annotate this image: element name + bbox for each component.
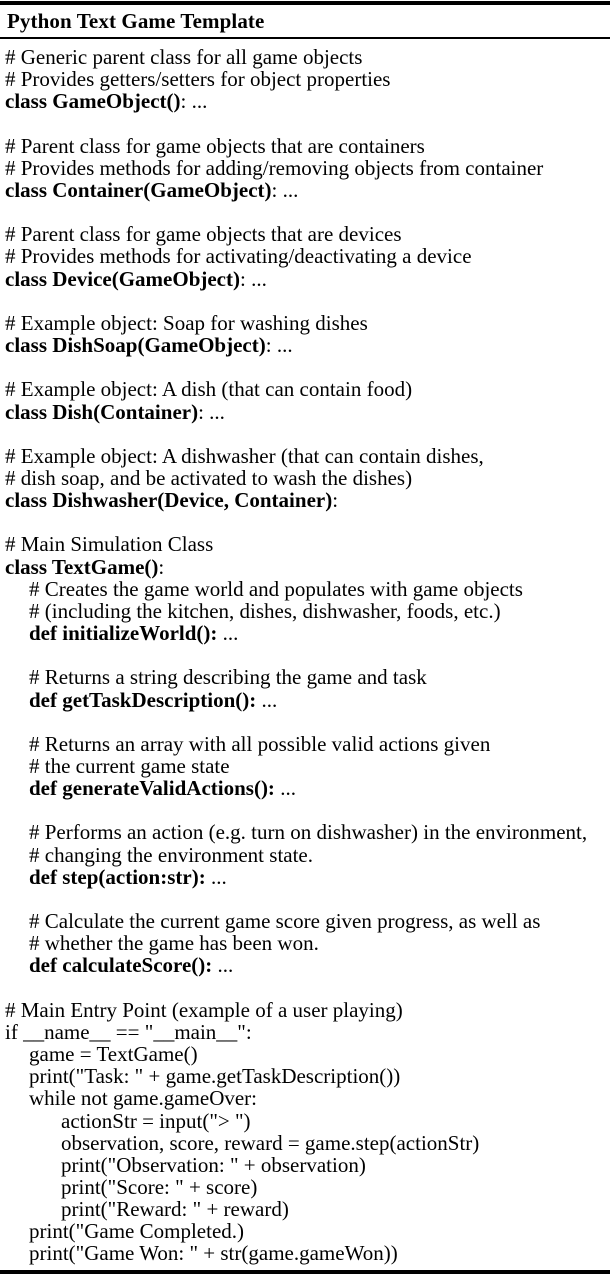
code-text: # (including the kitchen, dishes, dishwasher, foods, etc.) — [29, 598, 501, 623]
code-text: game = TextGame() — [29, 1042, 198, 1067]
code-line — [0, 844, 610, 866]
code-line — [0, 821, 610, 843]
code-text: # Creates the game world and populates with game objects — [29, 576, 523, 601]
code-line — [0, 46, 610, 68]
code-text: print("Score: " + score) — [61, 1174, 258, 1199]
code-line — [0, 755, 610, 777]
code-line — [0, 90, 610, 112]
code-line — [0, 866, 610, 888]
code-line — [0, 223, 610, 245]
code-text: # whether the game has been won. — [29, 931, 319, 956]
code-text: # Provides getters/setters for object properties — [5, 67, 391, 92]
code-line — [0, 533, 610, 555]
code-declaration: class Dishwasher(Device, Container) — [5, 488, 333, 513]
code-declaration: class Dish(Container) — [5, 399, 199, 424]
code-line — [0, 622, 610, 644]
code-text: print("Task: " + game.getTaskDescription()) — [29, 1064, 401, 1089]
code-listing — [0, 39, 610, 1265]
code-line — [0, 1154, 610, 1176]
code-text: # the current game state — [29, 754, 230, 778]
bottom-rule — [0, 1270, 610, 1274]
code-text: # Generic parent class for all game objects — [5, 45, 363, 69]
code-text: : — [158, 554, 165, 579]
code-line — [0, 556, 610, 578]
code-line — [0, 445, 610, 467]
code-line — [0, 600, 610, 622]
code-text: # Example object: A dishwasher (that can contain dishes, — [5, 443, 484, 468]
code-text: : ... — [198, 399, 225, 424]
code-text: # Performs an action (e.g. turn on dishwasher) in the environment, — [29, 820, 588, 845]
code-text: # Main Simulation Class — [5, 532, 214, 557]
code-line — [0, 334, 610, 356]
code-text: # dish soap, and be activated to wash the dishes) — [5, 465, 413, 490]
code-line — [0, 777, 610, 799]
code-line — [0, 1242, 610, 1264]
code-text: # Example object: A dish (that can contain food) — [5, 377, 413, 402]
code-blank-line — [0, 644, 610, 666]
code-declaration: class DishSoap(GameObject) — [5, 333, 266, 358]
code-blank-line — [0, 977, 610, 999]
code-line — [0, 312, 610, 334]
code-line — [0, 1110, 610, 1132]
code-text: : — [332, 488, 339, 513]
code-declaration: def calculateScore(): — [29, 953, 213, 978]
code-declaration: def getTaskDescription(): — [29, 687, 257, 712]
code-line — [0, 999, 610, 1021]
code-blank-line — [0, 356, 610, 378]
code-line — [0, 689, 610, 711]
code-declaration: def step(action:str): — [29, 864, 206, 889]
code-text: ... — [205, 864, 227, 889]
code-line — [0, 578, 610, 600]
code-line — [0, 245, 610, 267]
code-blank-line — [0, 511, 610, 533]
code-line — [0, 179, 610, 201]
code-line — [0, 135, 610, 157]
code-line — [0, 733, 610, 755]
code-line — [0, 1065, 610, 1087]
code-blank-line — [0, 423, 610, 445]
code-blank-line — [0, 711, 610, 733]
code-line — [0, 467, 610, 489]
code-line — [0, 1021, 610, 1043]
code-text: # Parent class for game objects that are devices — [5, 222, 402, 247]
code-line — [0, 489, 610, 511]
code-declaration: def generateValidActions(): — [29, 776, 275, 801]
code-text: # Main Entry Point (example of a user playing) — [5, 997, 403, 1022]
code-text: ... — [274, 776, 296, 801]
code-text: # Provides methods for adding/removing objects from container — [5, 155, 544, 180]
code-line — [0, 1132, 610, 1154]
code-text: # changing the environment state. — [29, 842, 314, 867]
code-text: # Calculate the current game score given progress, as well as — [29, 909, 541, 934]
code-declaration: def initializeWorld(): — [29, 621, 218, 646]
code-text: # Returns an array with all possible valid actions given — [29, 731, 491, 756]
code-line — [0, 1198, 610, 1220]
code-text: # Example object: Soap for washing dishes — [5, 310, 368, 335]
code-blank-line — [0, 290, 610, 312]
code-text: print("Game Completed.) — [29, 1219, 245, 1244]
code-line — [0, 401, 610, 423]
code-text: # Parent class for game objects that are containers — [5, 133, 425, 158]
code-blank-line — [0, 888, 610, 910]
figure-title: Python Text Game Template — [7, 8, 265, 33]
code-line — [0, 1176, 610, 1198]
code-text: : ... — [180, 89, 208, 114]
code-text: print("Observation: " + observation) — [61, 1152, 366, 1177]
code-text: ... — [256, 687, 278, 712]
code-declaration: class GameObject() — [5, 89, 181, 114]
code-blank-line — [0, 201, 610, 223]
code-line — [0, 1043, 610, 1065]
code-text: : ... — [240, 266, 267, 291]
code-line — [0, 157, 610, 179]
code-blank-line — [0, 112, 610, 134]
code-text: print("Game Won: " + str(game.gameWon)) — [29, 1241, 398, 1266]
code-text: ... — [217, 621, 239, 646]
code-text: actionStr = input("> ") — [61, 1108, 251, 1133]
code-line — [0, 268, 610, 290]
code-text: # Returns a string describing the game and task — [29, 665, 427, 690]
code-declaration: class Container(GameObject) — [5, 177, 272, 202]
code-line — [0, 378, 610, 400]
code-line — [0, 954, 610, 976]
code-blank-line — [0, 799, 610, 821]
code-text: : ... — [271, 177, 299, 202]
code-text: if __name__ == "__main__": — [5, 1019, 252, 1044]
code-line — [0, 666, 610, 688]
code-text: observation, score, reward = game.step(actionStr) — [61, 1130, 480, 1155]
code-declaration: class TextGame() — [5, 554, 159, 579]
code-text: while not game.gameOver: — [29, 1086, 258, 1111]
code-text: print("Reward: " + reward) — [61, 1197, 289, 1222]
code-line — [0, 1087, 610, 1109]
code-text: # Provides methods for activating/deactivating a device — [5, 244, 472, 269]
code-text: ... — [212, 953, 234, 978]
code-line — [0, 68, 610, 90]
code-line — [0, 910, 610, 932]
code-line — [0, 932, 610, 954]
code-line — [0, 1220, 610, 1242]
code-text: : ... — [265, 333, 293, 358]
code-declaration: class Device(GameObject) — [5, 266, 240, 291]
